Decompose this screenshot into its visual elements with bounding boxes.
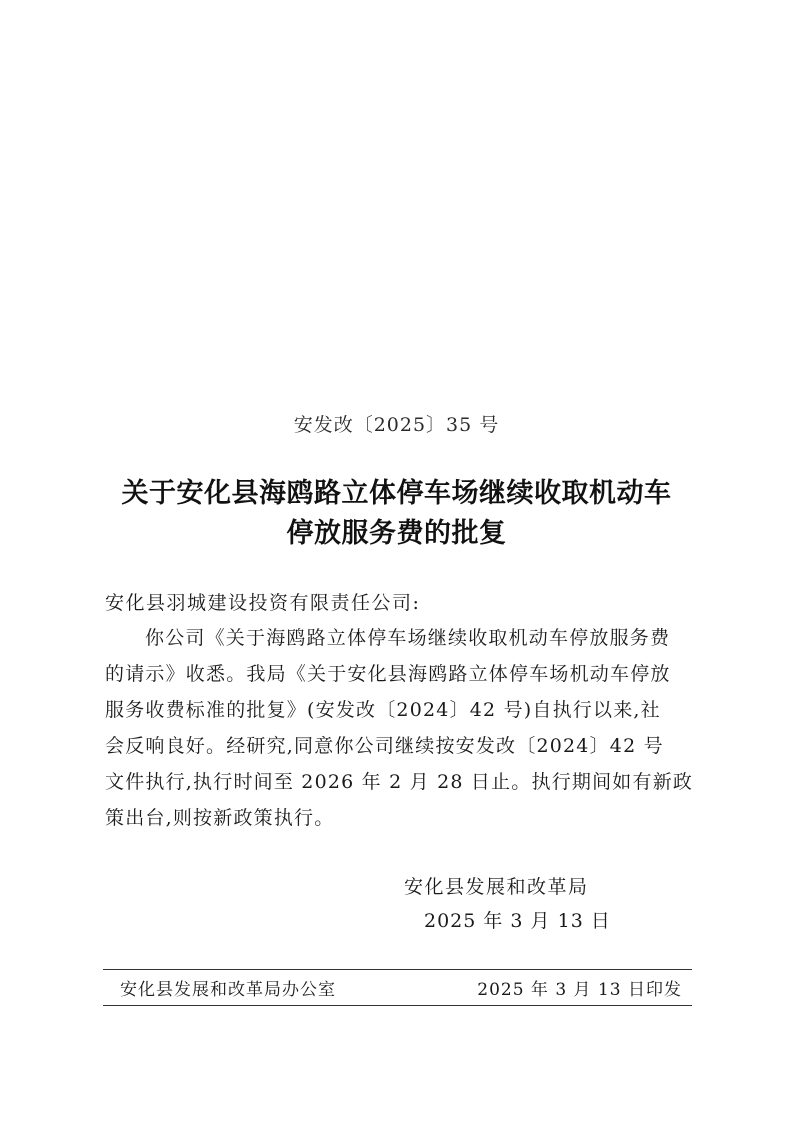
signature-date: 2025 年 3 月 13 日: [424, 910, 611, 932]
signatory: 安化县发展和改革局: [404, 876, 589, 898]
title-line-2: 停放服务费的批复: [286, 518, 507, 549]
footer-office: 安化县发展和改革局办公室: [120, 980, 336, 1000]
body-line: 策出台,则按新政策执行。: [105, 807, 335, 829]
body-line: 服务收费标准的批复》(安发改〔2024〕42 号)自执行以来,社: [105, 699, 661, 721]
footer-print-date: 2025 年 3 月 13 日印发: [477, 980, 682, 1000]
document-title: [60, 474, 733, 554]
body-paragraph: [105, 620, 694, 836]
title-line-1: 关于安化县海鸥路立体停车场继续收取机动车: [121, 478, 672, 509]
body-line: 文件执行,执行时间至 2026 年 2 月 28 日止。执行期间如有新政: [105, 771, 694, 793]
footer-top-rule: [103, 969, 692, 970]
body-line: 会反响良好。经研究,同意你公司继续按安发改〔2024〕42 号: [105, 735, 664, 757]
addressee: 安化县羽城建设投资有限责任公司:: [105, 592, 421, 614]
document-number: 安发改〔2025〕35 号: [293, 414, 500, 436]
footer-bottom-rule: [103, 1005, 692, 1006]
body-line: 的请示》收悉。我局《关于安化县海鸥路立体停车场机动车停放: [105, 663, 671, 685]
body-line: 你公司《关于海鸥路立体停车场继续收取机动车停放服务费: [145, 627, 671, 649]
